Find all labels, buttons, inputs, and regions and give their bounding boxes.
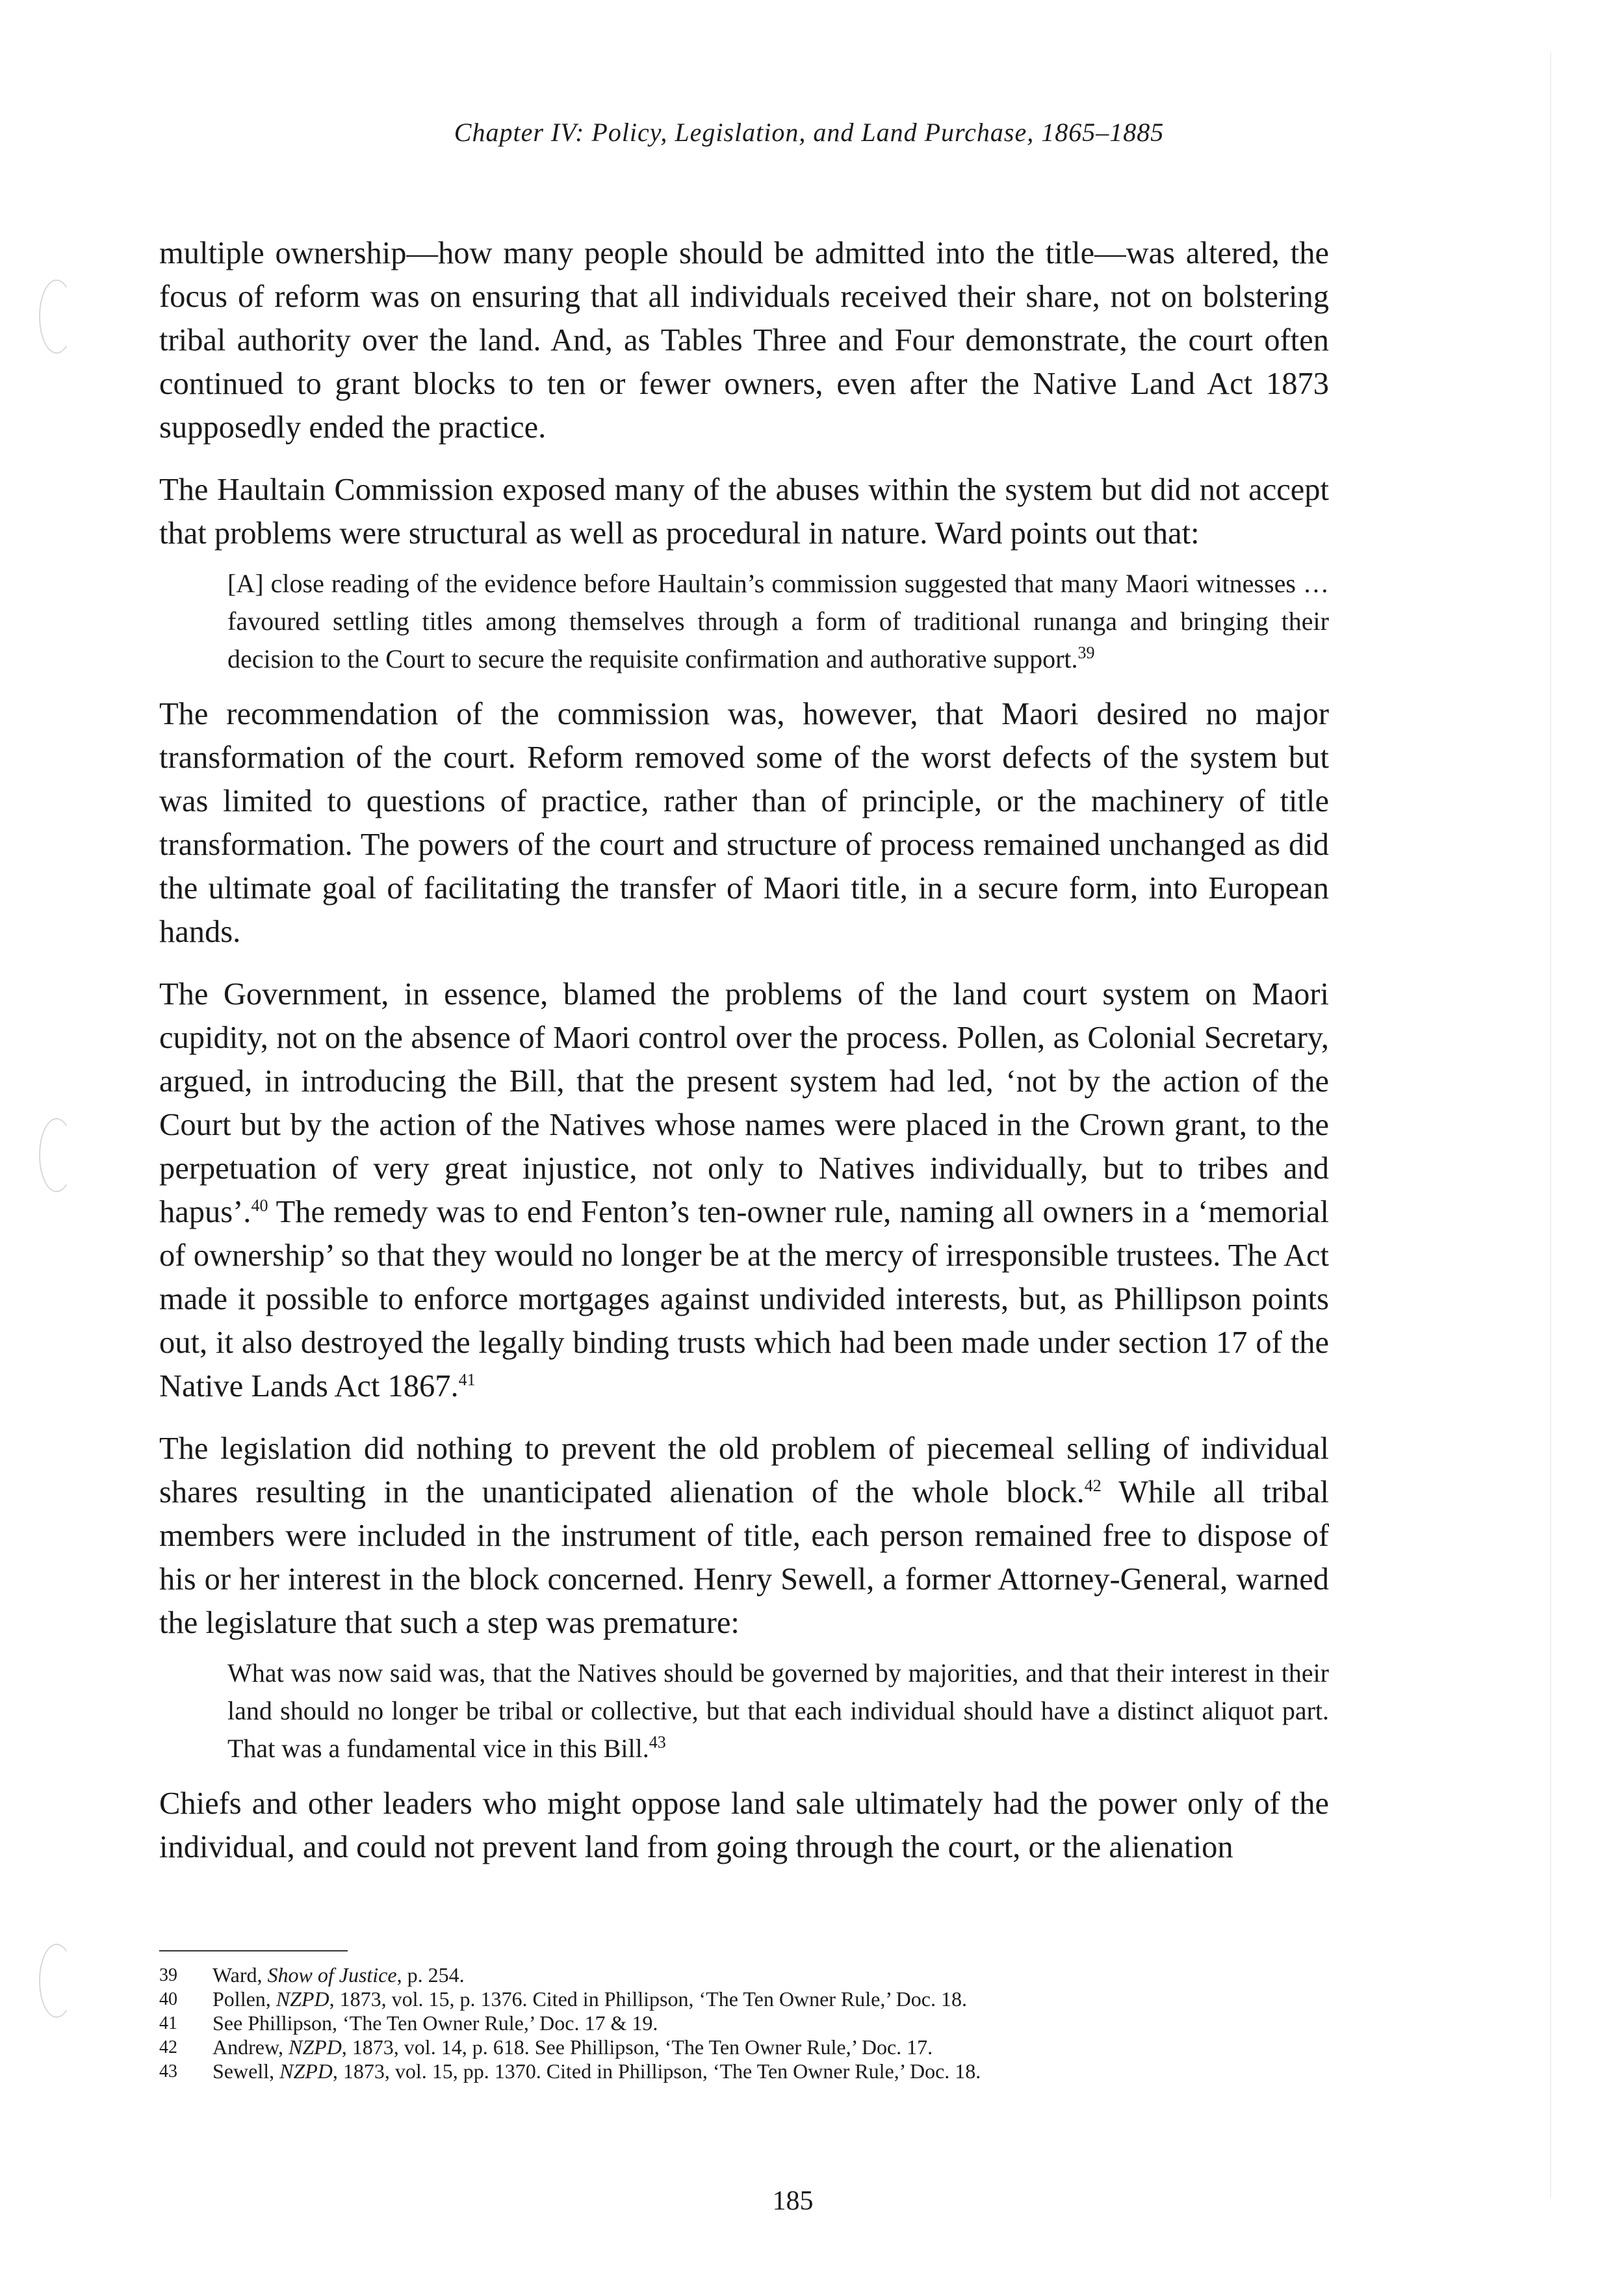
paragraph: multiple ownership—how many people should be admitted into the title—was altered, the focus of reform was on ensuring that all individuals received their share, not on bolstering tribal authority over the land. And, as Tables Three and Four demonstrate, the court often continued to grant blocks to ten or fewer owners, even after the Native Land Act 1873 supposedly ended the practice.	[159, 236, 1329, 445]
footnote-number: 42	[159, 2037, 177, 2057]
footnote-text: Sewell, NZPD, 1873, vol. 15, pp. 1370. Cited in Phillipson, ‘The Ten Owner Rule,’ Doc. 18.	[213, 2059, 981, 2083]
footnote-ref[interactable]: 39	[1077, 643, 1095, 662]
footnotes	[159, 1950, 1329, 2083]
punch-hole-mark	[39, 1118, 74, 1192]
footnote-ref[interactable]: 41	[458, 1370, 476, 1389]
footnote-ref[interactable]: 40	[251, 1195, 268, 1215]
footnote	[159, 2059, 1329, 2083]
paragraph: The recommendation of the commission was, however, that Maori desired no major transformation of the court. Reform removed some of the worst defects of the system but was limited to questions of practice, rather than of principle, or the machinery of title transformation. The powers of the court and structure of process remained unchanged as did the ultimate goal of facilitating the transfer of Maori title, in a secure form, into European hands.	[159, 697, 1329, 949]
page-edge-line	[1550, 52, 1551, 2197]
footnote-text: See Phillipson, ‘The Ten Owner Rule,’ Doc. 17 & 19.	[213, 2011, 658, 2035]
footnote-ref[interactable]: 42	[1084, 1476, 1102, 1495]
page-number: 185	[772, 2186, 814, 2216]
footnote-number: 43	[159, 2061, 177, 2081]
paragraph: The Government, in essence, blamed the problems of the land court system on Maori cupidity, not on the absence of Maori control over the process. Pollen, as Colonial Secretary, argued, in introducing the Bill, that the present system had led, ‘not by the action of the Court but by the action of the Natives whose names were placed in the Crown grant, to the perpetuation of very great injustice, not only to Natives individually, but to tribes and hapus’.$^{40}$ The remedy was to end Fenton’s ten-owner rule, naming all owners in a ‘memorial of ownership’ so that they would no longer be at the mercy of irresponsible trustees. The Act made it possible to enforce mortgages against undivided interests, but, as Phillipson points out, it also destroyed the legally binding trusts which had been made under section 17 of the Native Lands Act 1867.41	[159, 977, 1329, 1403]
footnote-rule	[159, 1950, 348, 1951]
footnote-text: Andrew, NZPD, 1873, vol. 14, p. 618. See Phillipson, ‘The Ten Owner Rule,’ Doc. 17.	[213, 2035, 933, 2059]
punch-hole-mark	[39, 280, 74, 354]
running-header: Chapter IV: Policy, Legislation, and Land Purchase, 1865–1885	[454, 118, 1165, 147]
paragraph: The Haultain Commission exposed many of the abuses within the system but did not accept that problems were structural as well as procedural in nature. Ward points out that:	[159, 473, 1329, 551]
block-quote: What was now said was, that the Natives should be governed by majorities, and that their interest in their land should no longer be tribal or collective, but that each individual should have a distinct aliquot part. That was a fundamental vice in this Bill.$^{43}$	[227, 1658, 1329, 1763]
footnote	[159, 2011, 1329, 2035]
footnote-text: Pollen, NZPD, 1873, vol. 15, p. 1376. Cited in Phillipson, ‘The Ten Owner Rule,’ Doc. 18.	[213, 1987, 967, 2011]
footnote-text: Ward, Show of Justice, p. 254.	[213, 1963, 465, 1987]
footnote	[159, 2035, 1329, 2059]
footnote-number: 40	[159, 1989, 177, 2009]
block-quote: [A] close reading of the evidence before Haultain’s commission suggested that many Maori witnesses … favoured settling titles among themselves through a form of traditional runanga and bringing their decision to the Court to secure the requisite confirmation and authorative support.$^{39}$	[227, 569, 1329, 673]
main-text	[159, 231, 1329, 1888]
footnote	[159, 1963, 1329, 1987]
footnote-number: 39	[159, 1965, 177, 1985]
footnote	[159, 1987, 1329, 2011]
footnote-ref[interactable]: 43	[649, 1732, 666, 1752]
paragraph: The legislation did nothing to prevent the old problem of piecemeal selling of individual shares resulting in the unanticipated alienation of the whole block.$^{42}$ While all tribal members were included in the instrument of title, each person remained free to dispose of his or her interest in the block concerned. Henry Sewell, a former Attorney-General, warned the legislature that such a step was premature:	[159, 1431, 1329, 1640]
paragraph: Chiefs and other leaders who might oppose land sale ultimately had the power only of the individual, and could not prevent land from going through the court, or the alienation	[159, 1786, 1329, 1864]
punch-hole-mark	[39, 1944, 74, 2018]
footnote-number: 41	[159, 2013, 177, 2033]
